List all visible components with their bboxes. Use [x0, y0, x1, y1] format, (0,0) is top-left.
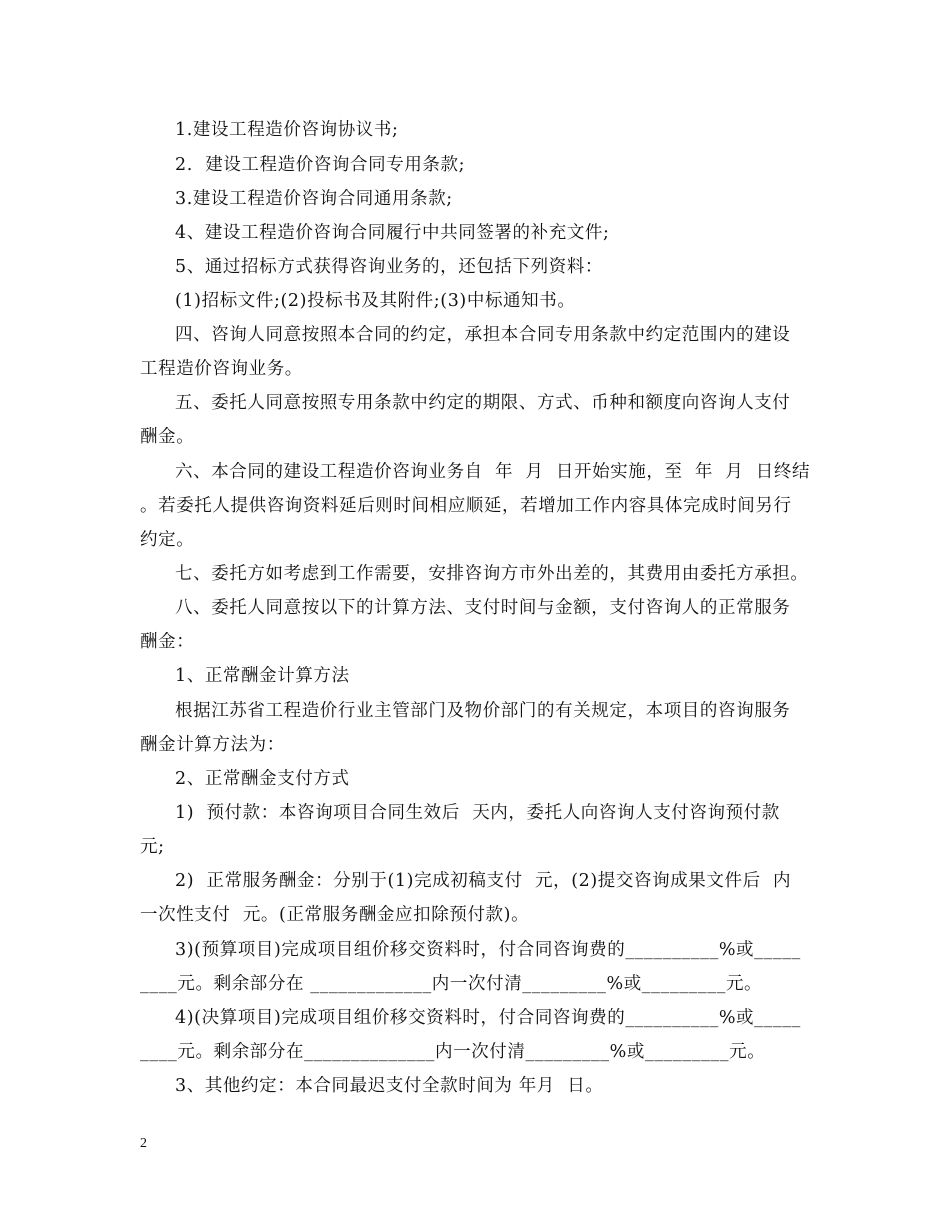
doc-line: 5、通过招标方式获得咨询业务的，还包括下列资料：: [175, 257, 604, 277]
doc-line: 根据江苏省工程造价行业主管部门及物价部门的有关规定，本项目的咨询服务: [175, 701, 791, 721]
doc-line: 八、委托人同意按以下的计算方法、支付时间与金额，支付咨询人的正常服务: [175, 598, 791, 618]
doc-line: 酬金。: [140, 427, 195, 447]
doc-line: 五、委托人同意按照专用条款中约定的期限、方式、币种和额度向咨询人支付: [175, 393, 791, 413]
page-number: 2: [140, 1136, 147, 1151]
doc-line: 工程造价咨询业务。: [140, 359, 303, 379]
doc-line: 一次性支付 元。(正常服务酬金应扣除预付款)。: [140, 905, 530, 925]
doc-line: 酬金计算方法为：: [140, 735, 285, 755]
doc-line: 4、建设工程造价咨询合同履行中共同签署的补充文件;: [175, 223, 610, 243]
doc-line: 六、本合同的建设工程造价咨询业务自 年 月 日开始实施，至 年 月 日终结: [175, 462, 811, 482]
doc-line: 3)(预算项目)完成项目组价移交资料时，付合同咨询费的__________%或_____: [175, 940, 801, 960]
doc-line: 四、咨询人同意按照本合同的约定，承担本合同专用条款中约定范围内的建设: [175, 325, 791, 345]
doc-line: 七、委托方如考虑到工作需要，安排咨询方市外出差的，其费用由委托方承担。: [175, 564, 809, 584]
doc-line: 约定。: [140, 530, 195, 550]
doc-line: ____元。剩余部分在______________内一次付清_________%或_________元。: [140, 1042, 766, 1062]
doc-line: 1) 预付款：本咨询项目合同生效后 天内，委托人向咨询人支付咨询预付款: [175, 803, 780, 823]
doc-line: ____元。剩余部分在 _____________内一次付清_________%或_________元。: [140, 974, 763, 994]
doc-line: 1、正常酬金计算方法: [175, 666, 350, 686]
doc-line: 3、其他约定：本合同最迟支付全款时间为 年月 日。: [175, 1076, 604, 1096]
doc-line: 2. 建设工程造价咨询合同专用条款;: [175, 155, 466, 175]
doc-line: 1.建设工程造价咨询协议书;: [175, 120, 399, 140]
doc-line: 4)(决算项目)完成项目组价移交资料时，付合同咨询费的__________%或_____: [175, 1008, 801, 1028]
doc-line: 酬金：: [140, 632, 195, 652]
doc-line: 2) 正常服务酬金：分别于(1)完成初稿支付 元，(2)提交咨询成果文件后 内: [175, 871, 792, 891]
doc-line: 元;: [140, 837, 165, 857]
doc-line: (1)招标文件;(2)投标书及其附件;(3)中标通知书。: [175, 291, 576, 311]
doc-line: 2、正常酬金支付方式: [175, 769, 350, 789]
doc-line: 。若委托人提供咨询资料延后则时间相应顺延，若增加工作内容具体完成时间另行: [140, 496, 792, 516]
doc-line: 3.建设工程造价咨询合同通用条款;: [175, 189, 453, 209]
